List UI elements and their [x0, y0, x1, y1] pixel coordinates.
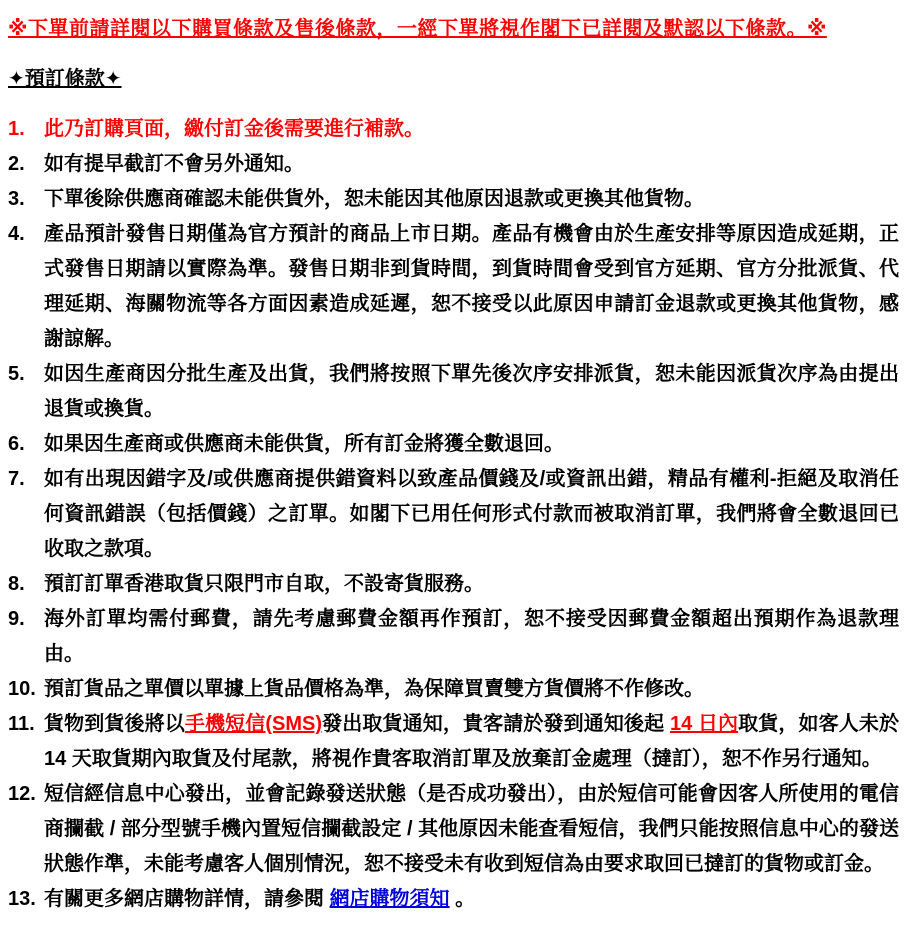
term-text-segment: 發出取貨通知，貴客請於發到通知後起: [322, 713, 670, 735]
term-item: [8, 777, 899, 882]
term-text-segment: 短信經信息中心發出，並會記錄發送狀態（是否成功發出），由於短信可能會因客人所使用的電信商攔截 / 部分型號手機內置短信攔截設定 / 其他原因未能查看短信，我們只能按照信息中心的發送狀態作準，未能考慮客人個別情況，恕不接受未有收到短信為由要求取回已撻訂的貨物或訂金。: [44, 783, 899, 875]
term-text-segment: 此乃訂購頁面，繳付訂金後需要進行補款。: [44, 118, 424, 140]
term-text-segment: 有關更多網店購物詳情，請參閱: [44, 888, 330, 910]
term-item: [8, 602, 899, 672]
term-text-segment: 海外訂單均需付郵費，請先考慮郵費金額再作預訂，恕不接受因郵費金額超出預期作為退款理由。: [44, 608, 899, 665]
sms-highlight: 手機短信(SMS): [184, 713, 323, 735]
term-text: [44, 672, 899, 707]
term-text: [44, 427, 899, 462]
term-text: [44, 882, 899, 917]
shop-guide-link[interactable]: 網店購物須知: [329, 888, 450, 910]
term-text: [44, 602, 899, 672]
term-number: 10.: [8, 678, 36, 700]
term-text: [44, 112, 899, 147]
term-text: [44, 777, 899, 882]
term-number: 9.: [8, 608, 25, 630]
term-text-segment: 。: [449, 888, 476, 910]
term-text: [44, 217, 899, 357]
term-number: 1.: [8, 118, 25, 140]
term-item: [8, 462, 899, 567]
term-item: [8, 147, 899, 182]
term-text: [44, 357, 899, 427]
term-text-segment: 如果因生產商或供應商未能供貨，所有訂金將獲全數退回。: [44, 433, 564, 455]
term-item: [8, 707, 899, 777]
term-number: 7.: [8, 468, 25, 490]
term-number: 12.: [8, 783, 36, 805]
term-text-segment: 如有提早截訂不會另外通知。: [44, 153, 304, 175]
term-item: [8, 217, 899, 357]
term-item: [8, 882, 899, 917]
term-item: [8, 112, 899, 147]
term-item: [8, 357, 899, 427]
term-text-segment: 如有出現因錯字及/或供應商提供錯資料以致產品價錢及/或資訊出錯，精品有權利-拒絕及取消任何資訊錯誤（包括價錢）之訂單。如閣下已用任何形式付款而被取消訂單，我們將會全數退回已收取之款項。: [44, 468, 899, 560]
term-text: [44, 147, 899, 182]
term-text-segment: 預訂貨品之單價以單據上貨品價格為準，為保障買賣雙方貨價將不作修改。: [44, 678, 704, 700]
purchase-notice: ※下單前請詳閱以下購買條款及售後條款，一經下單將視作閣下已詳閱及默認以下條款。※: [8, 18, 827, 40]
term-text-segment: 預訂訂單香港取貨只限門市自取，不設寄貨服務。: [44, 573, 484, 595]
term-text: [44, 567, 899, 602]
term-text-segment: 貨物到貨後將以: [44, 713, 185, 735]
term-text-segment: 產品預計發售日期僅為官方預計的商品上市日期。產品有機會由於生產安排等原因造成延期，正式發售日期請以實際為準。發售日期非到貨時間，到貨時間會受到官方延期、官方分批派貨、代理延期、海關物流等各方面因素造成延遲，恕不接受以此原因申請訂金退款或更換其他貨物，感謝諒解。: [44, 223, 899, 350]
term-number: 3.: [8, 188, 25, 210]
term-text-segment: 如因生產商因分批生產及出貨，我們將按照下單先後次序安排派貨，恕未能因派貨次序為由提出退貨或換貨。: [44, 363, 899, 420]
terms-list: [8, 112, 899, 917]
term-text: [44, 707, 899, 777]
term-number: 6.: [8, 433, 25, 455]
term-text-segment: 取貨，如客人未於 14 天取貨期內取貨及付尾款，將視作貴客取消訂單及放棄訂金處理（撻訂），恕不作另行通知。: [44, 713, 900, 770]
term-item: [8, 672, 899, 707]
term-number: 13.: [8, 888, 36, 910]
term-item: [8, 182, 899, 217]
term-text-segment: 下單後除供應商確認未能供貨外，恕未能因其他原因退款或更換其他貨物。: [44, 188, 704, 210]
term-text: [44, 462, 899, 567]
term-text: [44, 182, 899, 217]
term-item: [8, 427, 899, 462]
term-number: 8.: [8, 573, 25, 595]
section-title: ✦預訂條款✦: [8, 68, 122, 90]
pickup-deadline-highlight: 14 日內: [669, 713, 739, 735]
term-number: 11.: [8, 713, 35, 735]
term-number: 5.: [8, 363, 25, 385]
term-item: [8, 567, 899, 602]
term-number: 2.: [8, 153, 25, 175]
term-number: 4.: [8, 223, 25, 245]
